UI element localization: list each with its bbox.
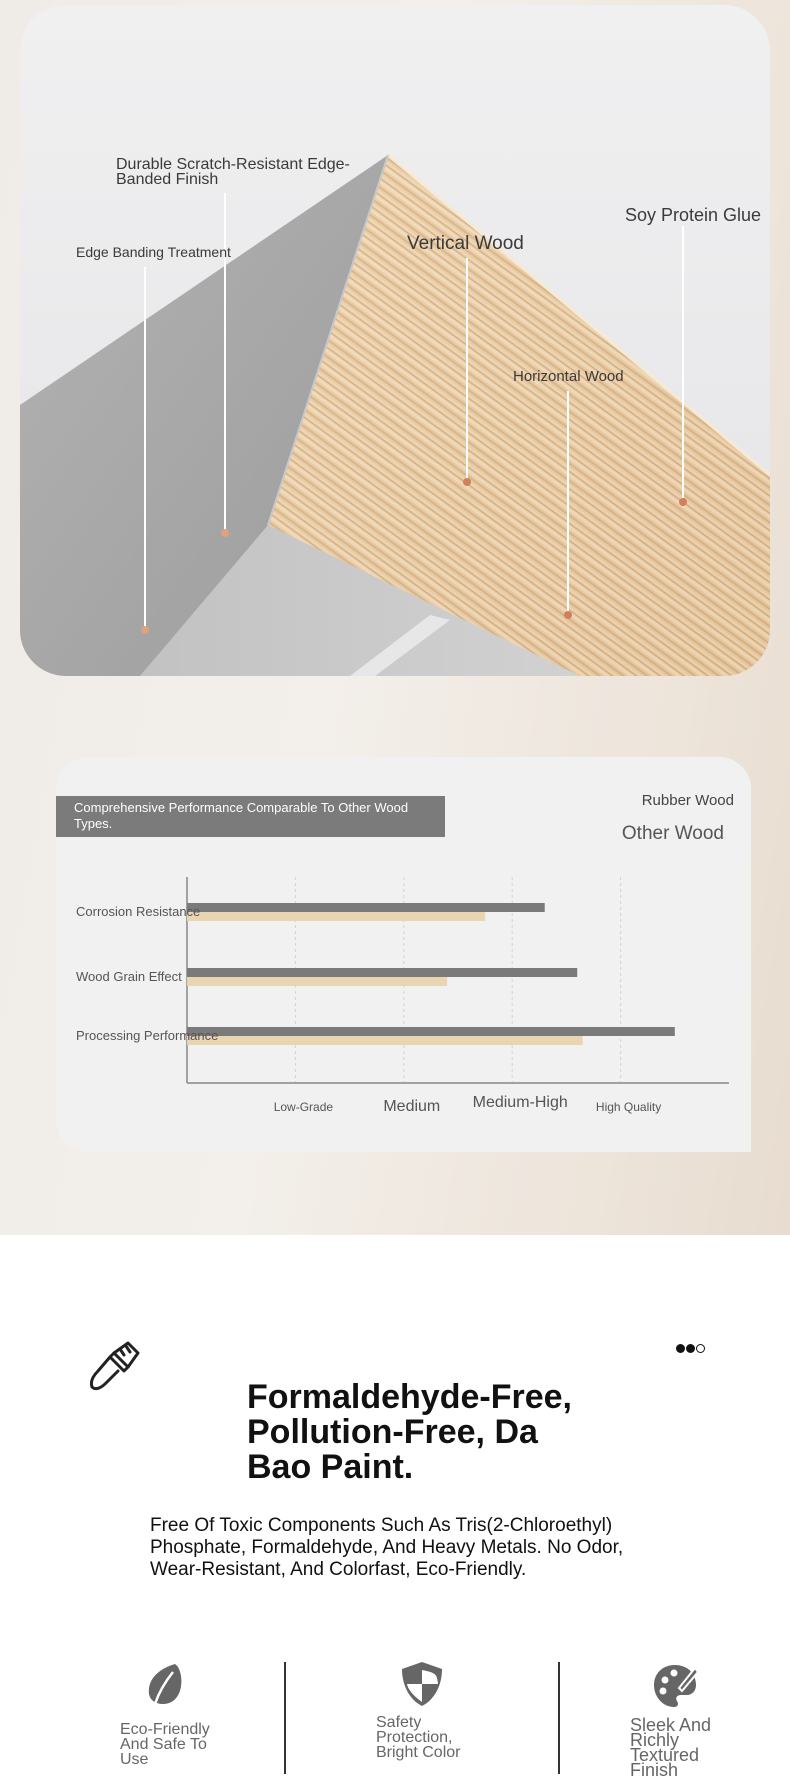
callout-soy-protein-glue: Soy Protein Glue (625, 205, 762, 225)
chart-plot (56, 757, 751, 1152)
legend-other-wood: Other Wood (621, 823, 724, 844)
bar-other-wood (187, 977, 447, 986)
category-label: Processing Performance (76, 1028, 219, 1043)
x-tick-label: Low-Grade (273, 1100, 334, 1114)
category-label: Wood Grain Effect (76, 969, 182, 984)
leaf-icon (141, 1660, 189, 1708)
callout-durable-finish: Durable Scratch-Resistant Edge-Banded Finish (116, 156, 350, 188)
performance-chart (56, 757, 751, 1152)
feature-divider (558, 1662, 560, 1774)
x-tick-label: High Quality (595, 1100, 662, 1114)
callout-vertical-wood: Vertical Wood (407, 233, 524, 254)
shield-icon (398, 1660, 446, 1708)
category-label: Corrosion Resistance (76, 904, 201, 919)
paint-brush-icon (88, 1341, 140, 1393)
callout-edge-banding: Edge Banding Treatment (76, 244, 231, 260)
pager-dot[interactable] (696, 1344, 705, 1353)
plywood-photo (20, 5, 770, 676)
carousel-pager[interactable] (676, 1340, 706, 1358)
x-tick-label: Medium-High (472, 1094, 568, 1111)
section-headline: Formaldehyde-Free, Pollution-Free, Da Bao Paint. (247, 1378, 572, 1486)
x-tick-label: Medium (383, 1098, 441, 1115)
feature-label-eco: Eco-Friendly And Safe To Use (120, 1721, 210, 1768)
plywood-illustration (20, 5, 770, 676)
bar-other-wood (187, 912, 485, 921)
legend-rubber-wood: Rubber Wood (641, 792, 734, 809)
bar-rubber-wood (187, 1027, 675, 1036)
chart-title: Comprehensive Performance Comparable To Other Wood Types. (56, 796, 445, 837)
bar-rubber-wood (187, 903, 545, 912)
bar-rubber-wood (187, 968, 577, 977)
pager-dot[interactable] (686, 1344, 695, 1353)
palette-icon (651, 1662, 699, 1710)
pager-dot[interactable] (676, 1344, 685, 1353)
callout-horizontal-wood: Horizontal Wood (513, 368, 624, 385)
bar-other-wood (187, 1036, 583, 1045)
feature-divider (284, 1662, 286, 1774)
section-description: Free Of Toxic Components Such As Tris(2-Chloroethyl) Phosphate, Formaldehyde, And Heavy Metals. No Odor, Wear-Resistant, And Colorfast, Eco-Friendly. (150, 1515, 624, 1580)
feature-label-safety: Safety Protection, Bright Color (376, 1714, 461, 1761)
feature-label-finish: Sleek And Richly Textured Finish (630, 1715, 712, 1780)
